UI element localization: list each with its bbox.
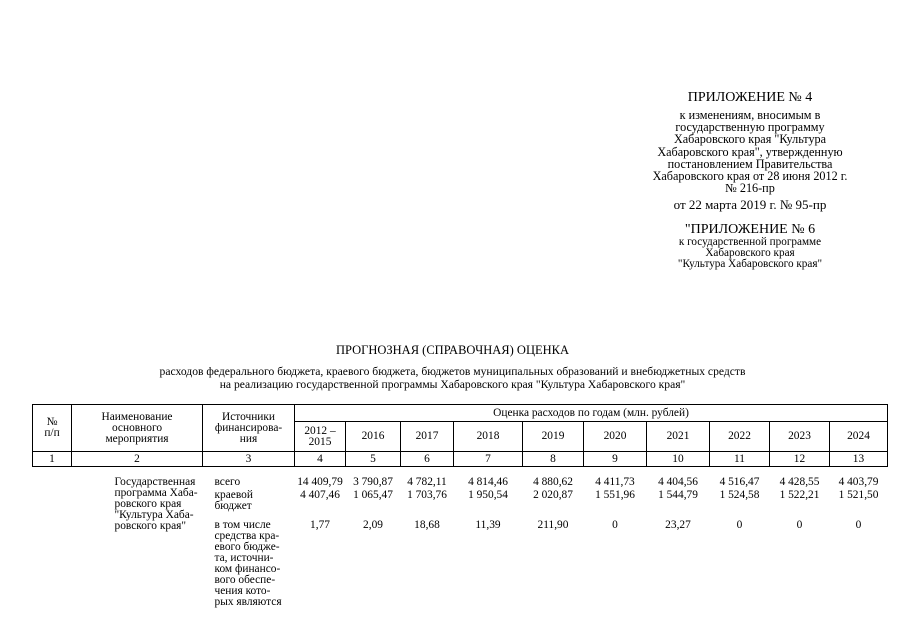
document-subtitle: расходов федерального бюджета, краевого бюджета, бюджетов муниципальных образований и внебюджетных средств <box>159 365 746 378</box>
appendix-4-line: № 216-пр <box>725 181 775 196</box>
appendix-6-line: "Культура Хабаровского края" <box>677 258 823 271</box>
document-title: ПРОГНОЗНАЯ (СПРАВОЧНАЯ) ОЦЕНКА <box>335 343 570 357</box>
value-cell: 1 703,76 <box>407 489 447 501</box>
table-row <box>33 467 888 489</box>
index-cell: 5 <box>346 452 401 467</box>
value-cell: 1,77 <box>310 519 330 531</box>
col-estimate-header: Оценка расходов по годам (млн. рублей) <box>295 405 888 422</box>
appendix-6-line: к государственной программе <box>678 235 822 248</box>
index-cell: 13 <box>830 452 888 467</box>
appendix-4-title: ПРИЛОЖЕНИЕ № 4 <box>687 90 813 105</box>
value-cell: 211,90 <box>537 519 569 531</box>
appendix-4-line: Хабаровского края", утвержденную <box>657 144 843 159</box>
value-cell: 4 407,46 <box>300 489 340 501</box>
program-name: Государственная программа Хаба- ровского края "Культура Хаба- ровского края" <box>114 476 198 532</box>
year-header: 2019 <box>523 422 584 452</box>
appendix-4-line: Хабаровского края "Культура <box>673 132 827 147</box>
index-cell: 11 <box>710 452 770 467</box>
year-header: 2021 <box>647 422 710 452</box>
value-cell: 1 544,79 <box>658 489 698 501</box>
value-cell: 4 782,11 <box>407 476 447 488</box>
year-header: 2022 <box>710 422 770 452</box>
index-cell: 1 <box>33 452 72 467</box>
value-cell: 1 524,58 <box>719 489 760 501</box>
appendix-4-line: к изменениям, вносимым в <box>679 108 821 122</box>
year-header: 2017 <box>401 422 454 452</box>
year-header: 2016 <box>346 422 401 452</box>
index-cell: 4 <box>295 452 346 467</box>
value-cell: 4 814,46 <box>468 476 508 488</box>
index-cell: 12 <box>770 452 830 467</box>
decree-date: от 22 марта 2019 г. № 95-пр <box>673 197 827 213</box>
appendix-header <box>580 90 905 271</box>
index-cell: 8 <box>523 452 584 467</box>
value-cell: 0 <box>612 519 618 531</box>
appendix-6-line: Хабаровского края <box>705 247 795 260</box>
value-cell: 1 065,47 <box>353 489 393 501</box>
value-cell: 0 <box>855 519 862 531</box>
appendix-4-line: Хабаровского края от 28 июня 2012 г. <box>652 169 848 184</box>
value-cell: 4 516,47 <box>719 476 760 488</box>
appendix-6-title: "ПРИЛОЖЕНИЕ № 6 <box>684 221 816 237</box>
value-cell: 1 522,21 <box>779 489 820 501</box>
value-cell: 1 521,50 <box>838 489 879 501</box>
year-header: 2018 <box>454 422 523 452</box>
value-cell: 0 <box>736 519 743 531</box>
year-header: 2020 <box>584 422 647 452</box>
value-cell: 4 403,79 <box>838 476 879 488</box>
col-number-header: № п/п <box>33 405 72 452</box>
document-title-block <box>0 343 905 391</box>
source-cell: краевой бюджет <box>214 489 253 512</box>
index-cell: 9 <box>584 452 647 467</box>
value-cell: 4 411,73 <box>595 476 635 488</box>
appendix-4-line: государственную программу <box>675 120 825 135</box>
index-cell: 6 <box>401 452 454 467</box>
value-cell: 4 404,56 <box>658 476 698 488</box>
value-cell: 14 409,79 <box>297 476 343 488</box>
value-cell: 4 428,55 <box>779 476 820 488</box>
source-cell: в том числе средства кра- евого бюдже- та, источни- ком финансо- вого обеспе- чения кото- рых являются <box>214 519 282 608</box>
index-cell: 2 <box>72 452 203 467</box>
value-cell: 18,68 <box>414 519 440 531</box>
value-cell: 1 551,96 <box>595 489 635 501</box>
appendix-4-line: постановлением Правительства <box>667 156 833 171</box>
expenses-table <box>32 404 888 608</box>
value-cell: 4 880,62 <box>533 476 573 488</box>
value-cell: 1 950,54 <box>468 489 508 501</box>
index-cell: 10 <box>647 452 710 467</box>
col-name-header: Наименование основного мероприятия <box>72 405 203 452</box>
value-cell: 3 790,87 <box>353 476 393 488</box>
value-cell: 23,27 <box>665 519 691 531</box>
year-header: 2012 – 2015 <box>295 422 346 452</box>
value-cell: 11,39 <box>475 519 501 531</box>
index-cell: 7 <box>454 452 523 467</box>
value-cell: 0 <box>796 519 803 531</box>
year-header: 2024 <box>830 422 888 452</box>
value-cell: 2 020,87 <box>533 489 573 501</box>
col-source-header: Источники финансирова- ния <box>203 405 295 452</box>
source-cell: всего <box>214 476 241 488</box>
index-cell: 3 <box>203 452 295 467</box>
value-cell: 2,09 <box>363 519 383 531</box>
document-subtitle: на реализацию государственной программы Хабаровского края "Культура Хабаровского края" <box>219 378 686 391</box>
year-header: 2023 <box>770 422 830 452</box>
